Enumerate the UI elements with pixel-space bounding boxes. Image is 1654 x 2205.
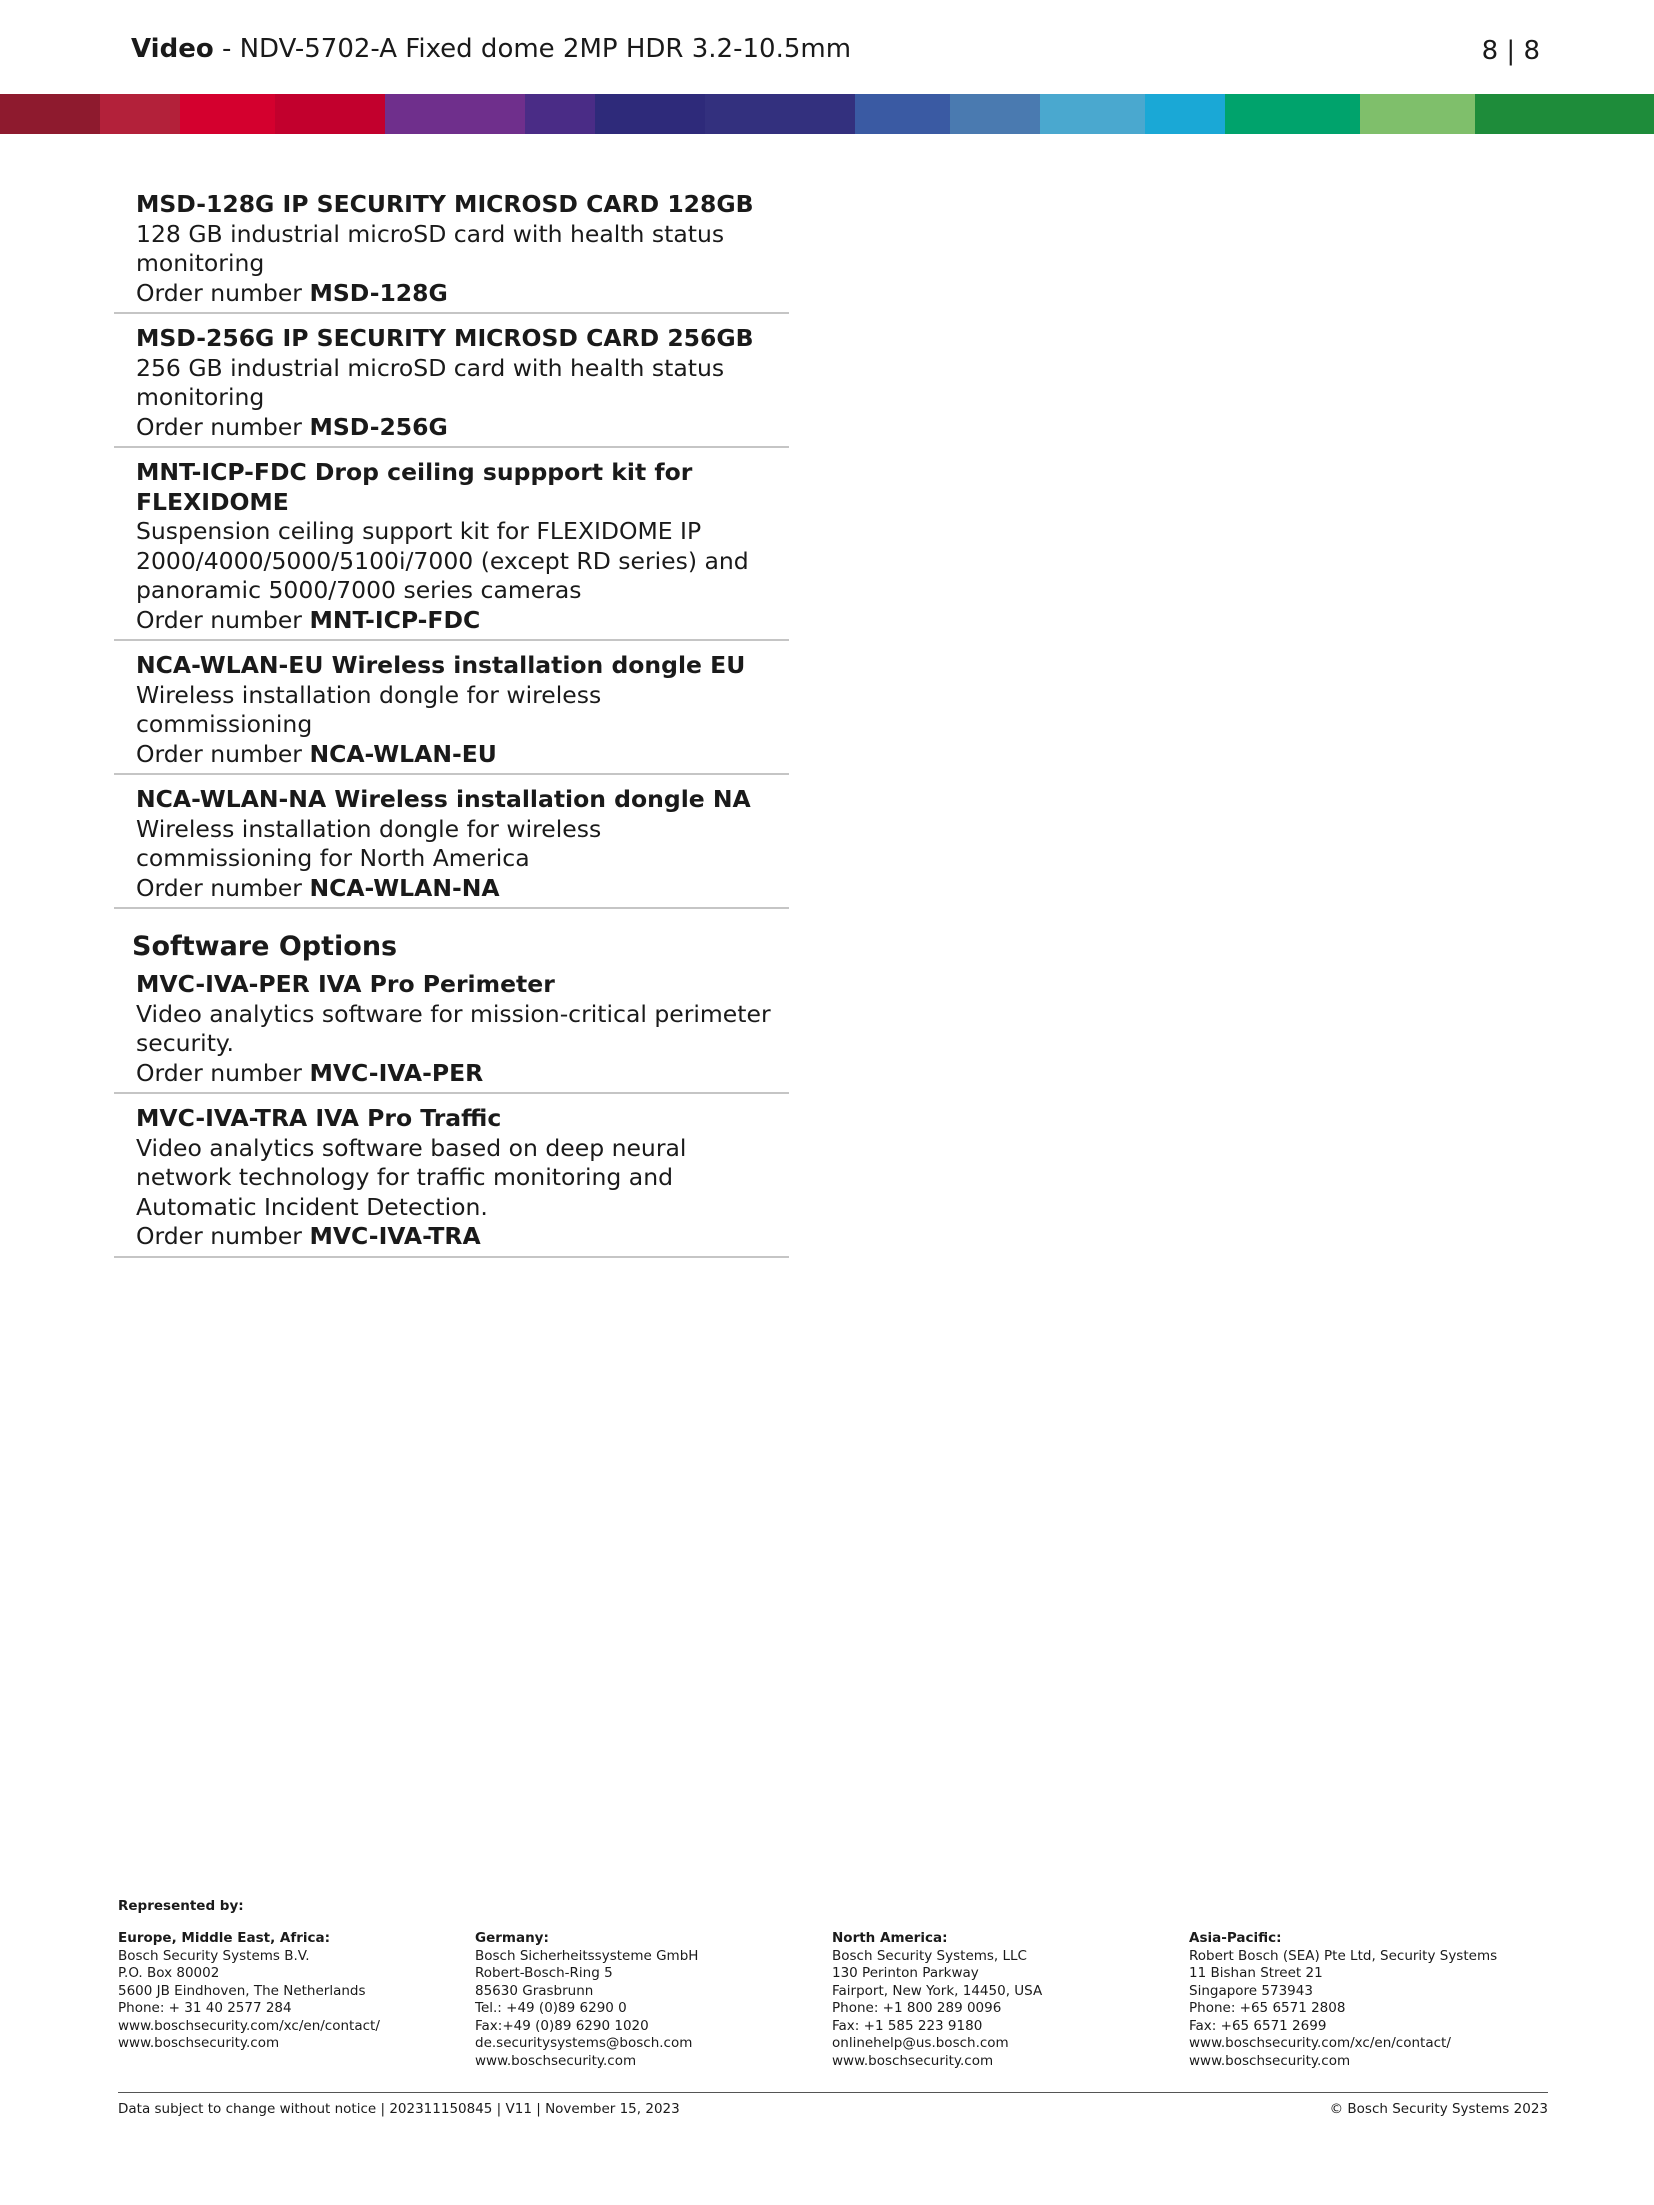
order-number-line: [136, 279, 779, 309]
item-description: Wireless installation dongle for wireless commissioning: [136, 680, 602, 738]
header-category: Video: [131, 34, 214, 64]
header-separator: -: [213, 34, 240, 64]
software-list: [114, 970, 789, 1258]
order-number-label: Order number: [136, 412, 302, 441]
contact-region: Asia-Pacific:: [1189, 1930, 1282, 1946]
item-title: MVC-IVA-PER IVA Pro Perimeter: [136, 970, 555, 998]
contact-line: 5600 JB Eindhoven, The Netherlands: [118, 1982, 366, 1999]
band-segment: [1040, 94, 1145, 134]
order-number-line: [136, 740, 779, 770]
contact-line: P.O. Box 80002: [118, 1965, 220, 1981]
order-number-label: Order number: [136, 739, 302, 768]
item-title: MSD-128G IP SECURITY MICROSD CARD 128GB: [136, 190, 754, 218]
item-description: Suspension ceiling support kit for FLEXIDOME IP 2000/4000/5000/5100i/7000 (except RD series) and panoramic 5000/7000 series cameras: [136, 517, 749, 604]
order-number-line: [136, 874, 779, 904]
contact-region: Germany:: [475, 1930, 549, 1946]
contact-line: 130 Perinton Parkway: [832, 1965, 979, 1981]
order-number-value: MVC-IVA-TRA: [309, 1222, 481, 1250]
item-description: Video analytics software based on deep neural network technology for traffic monitoring and Automatic Incident Detection.: [136, 1133, 687, 1221]
order-number-label: Order number: [136, 1058, 302, 1087]
order-number-line: [136, 606, 779, 636]
footer-divider: [118, 2092, 1548, 2093]
contact-line: Fax: +1 585 223 9180: [832, 2017, 983, 2034]
contact-line: Bosch Security Systems, LLC: [832, 1947, 1027, 1964]
main-content: [114, 190, 789, 1268]
header-product-name: NDV-5702-A Fixed dome 2MP HDR 3.2-10.5mm: [239, 34, 852, 64]
order-number-label: Order number: [136, 278, 302, 307]
item-title: MVC-IVA-TRA IVA Pro Traffic: [136, 1104, 502, 1132]
contact-line: 85630 Grasbrunn: [475, 1982, 594, 1999]
contact-column: [475, 1930, 815, 2070]
software-options-heading: Software Options: [132, 931, 398, 962]
band-segment: [595, 94, 705, 134]
represented-by-label: Represented by:: [118, 1898, 244, 1914]
contact-line: www.boschsecurity.com: [475, 2052, 637, 2069]
order-number-value: MSD-128G: [309, 278, 448, 307]
contact-line: Singapore 573943: [1189, 1982, 1313, 1999]
contact-line: Phone: +65 6571 2808: [1189, 2000, 1346, 2016]
contact-line: www.boschsecurity.com: [118, 2035, 280, 2051]
page-number: 8 | 8: [1481, 36, 1540, 66]
order-number-line: [136, 413, 779, 443]
order-number-value: MSD-256G: [309, 412, 448, 441]
contact-line: www.boschsecurity.com/xc/en/contact/: [118, 2017, 380, 2034]
footer-copyright: © Bosch Security Systems 2023: [1329, 2101, 1548, 2117]
item-title: MSD-256G IP SECURITY MICROSD CARD 256GB: [136, 324, 754, 352]
product-item: [114, 458, 789, 641]
contact-line: Robert Bosch (SEA) Pte Ltd, Security Systems: [1189, 1947, 1498, 1964]
item-description: 128 GB industrial microSD card with health status monitoring: [136, 219, 725, 277]
order-number-value: MNT-ICP-FDC: [309, 605, 481, 634]
contact-line: Bosch Sicherheitssysteme GmbH: [475, 1947, 699, 1964]
order-number-line: [136, 1222, 779, 1252]
contact-line: Bosch Security Systems B.V.: [118, 1947, 310, 1964]
band-segment: [705, 94, 855, 134]
band-segment: [1145, 94, 1225, 134]
band-segment: [1225, 94, 1360, 134]
product-item: [114, 190, 789, 314]
contact-region: North America:: [832, 1930, 948, 1946]
band-segment: [525, 94, 595, 134]
item-title: MNT-ICP-FDC Drop ceiling suppport kit for FLEXIDOME: [136, 458, 693, 516]
contact-column: [118, 1930, 458, 2053]
order-number-line: [136, 1059, 779, 1089]
contact-line: www.boschsecurity.com: [1189, 2052, 1351, 2069]
band-segment: [1360, 94, 1475, 134]
contact-line: onlinehelp@us.bosch.com: [832, 2035, 1009, 2051]
order-number-label: Order number: [136, 605, 302, 634]
contact-line: Fairport, New York, 14450, USA: [832, 1982, 1043, 1999]
band-segment: [950, 94, 1040, 134]
band-segment: [180, 94, 275, 134]
product-item: [114, 970, 789, 1094]
contact-column: [832, 1930, 1172, 2070]
band-segment: [275, 94, 385, 134]
contact-line: Phone: + 31 40 2577 284: [118, 2000, 292, 2016]
item-description: Video analytics software for mission-critical perimeter security.: [136, 999, 771, 1057]
order-number-value: NCA-WLAN-EU: [309, 739, 497, 768]
product-item: [114, 651, 789, 775]
contact-line: Fax: +65 6571 2699: [1189, 2017, 1327, 2034]
contact-line: Robert-Bosch-Ring 5: [475, 1965, 613, 1981]
contact-line: Phone: +1 800 289 0096: [832, 2000, 1002, 2016]
document-header: [131, 34, 851, 64]
item-description: Wireless installation dongle for wireless commissioning for North America: [136, 814, 602, 872]
band-segment: [855, 94, 950, 134]
item-title: NCA-WLAN-NA Wireless installation dongle NA: [136, 785, 751, 813]
band-segment: [1475, 94, 1654, 134]
product-item: [114, 324, 789, 448]
band-segment: [385, 94, 525, 134]
order-number-value: NCA-WLAN-NA: [309, 873, 500, 902]
item-description: 256 GB industrial microSD card with health status monitoring: [136, 353, 725, 411]
contact-line: www.boschsecurity.com/xc/en/contact/: [1189, 2035, 1451, 2051]
item-title: NCA-WLAN-EU Wireless installation dongle EU: [136, 651, 746, 679]
contact-line: www.boschsecurity.com: [832, 2052, 994, 2069]
brand-color-band: [0, 94, 1654, 134]
product-item: [114, 1104, 789, 1258]
contact-line: de.securitysystems@bosch.com: [475, 2035, 693, 2051]
order-number-value: MVC-IVA-PER: [309, 1058, 484, 1087]
contact-column: [1189, 1930, 1529, 2070]
order-number-label: Order number: [136, 1222, 302, 1250]
accessories-list: [114, 190, 789, 909]
product-item: [114, 785, 789, 909]
contact-region: Europe, Middle East, Africa:: [118, 1930, 331, 1946]
contact-line: Fax:+49 (0)89 6290 1020: [475, 2017, 649, 2034]
footer-notice: Data subject to change without notice | 202311150845 | V11 | November 15, 2023: [118, 2101, 680, 2117]
contact-line: Tel.: +49 (0)89 6290 0: [475, 2000, 627, 2016]
band-segment: [0, 94, 100, 134]
order-number-label: Order number: [136, 873, 302, 902]
contact-line: 11 Bishan Street 21: [1189, 1965, 1323, 1981]
band-segment: [100, 94, 180, 134]
